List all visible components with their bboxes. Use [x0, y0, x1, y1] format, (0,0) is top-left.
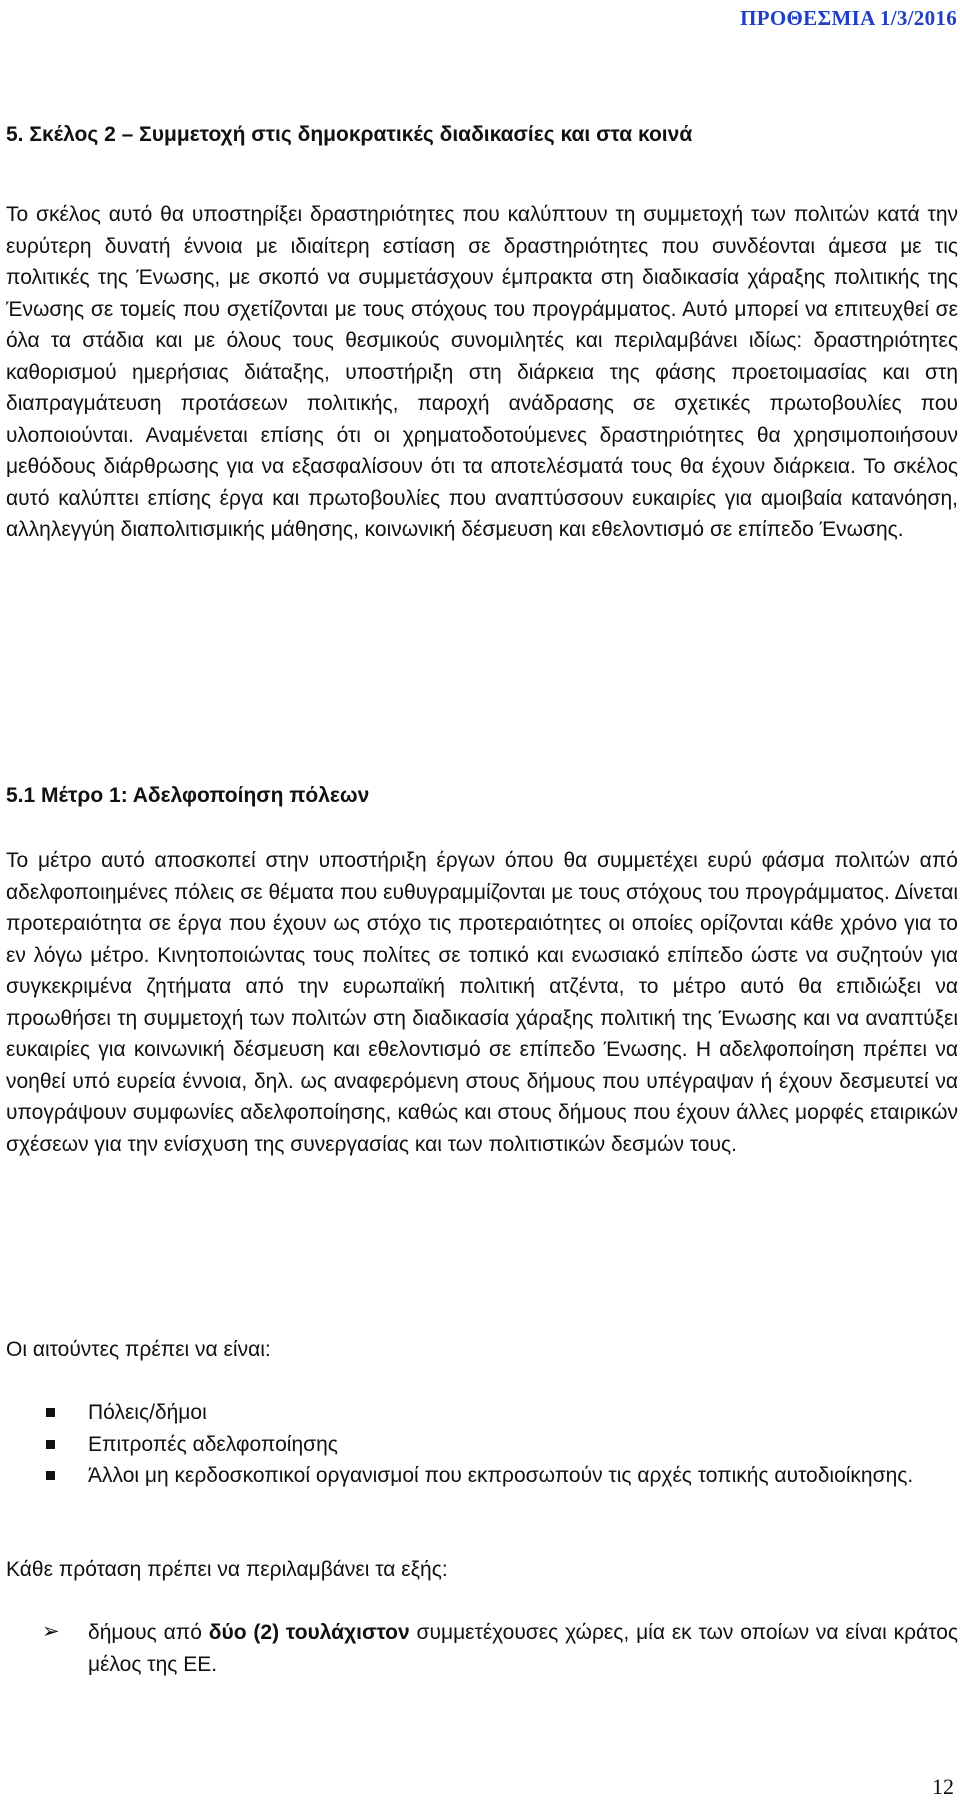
square-bullet-icon	[46, 1440, 55, 1449]
applicants-intro: Οι αιτούντες πρέπει να είναι:	[6, 1338, 271, 1361]
measure-body-paragraph: Το μέτρο αυτό αποσκοπεί στην υποστήριξη έργων όπου θα συμμετέχει ευρύ φάσμα πολιτών από αδελφοποιημένες πόλεις σε θέματα που ευθυγραμμίζονται με τους στόχους του προγράμματος. Δίνεται προτεραιότητα σε έργα που έχουν ως στόχο τις προτεραιότητες οι οποίες ορίζονται κάθε χρόνο για το εν λόγω μέτρο. Κινητοποιώντας τους πολίτες σε τοπικό και ενωσιακό επίπεδο ώστε να συζητούν για συγκεκριμένα ζητήματα από την ευρωπαϊκή πολιτική ατζέντα, το μέτρο αυτό θα επιδιώξει να προωθήσει τη συμμετοχή των πολιτών στη διαδικασία χάραξης πολιτική της Ένωσης και να αναπτύξει ευκαιρίες για κοινωνική δέσμευση και εθελοντισμό σε επίπεδο Ένωσης. Η αδελφοποίηση πρέπει να νοηθεί υπό ευρεία έννοια, δηλ. ως αναφερόμενη στους δήμους που υπέγραψαν ή έχουν δεσμευτεί να υπογράψουν συμφωνίες αδελφοποίησης, καθώς και στους δήμους που έχουν άλλες μορφές εταιρικών σχέσεων για την ενίσχυση της συνεργασίας και των πολιτιστικών δεσμών τους.	[6, 849, 958, 1156]
list-item	[6, 1617, 958, 1680]
requirement-text-after: συμμετέχουσες χώρες, μία εκ των οποίων να είναι κράτος μέλος της ΕΕ.	[88, 1621, 958, 1676]
deadline-header: ΠΡΟΘΕΣΜΙΑ 1/3/2016	[740, 6, 957, 30]
square-bullet-icon	[46, 1408, 55, 1417]
requirement-text-before: δήμους από	[88, 1621, 209, 1644]
measure-title: 5.1 Μέτρο 1: Αδελφοποίηση πόλεων	[6, 784, 370, 807]
section-title: 5. Σκέλος 2 – Συμμετοχή στις δημοκρατικές διαδικασίες και στα κοινά	[6, 123, 693, 146]
proposal-intro: Κάθε πρόταση πρέπει να περιλαμβάνει τα εξής:	[6, 1558, 448, 1581]
list-item	[6, 1429, 958, 1461]
arrow-bullet-icon: ➢	[42, 1619, 60, 1643]
square-bullet-icon	[46, 1471, 55, 1480]
list-item	[6, 1397, 958, 1429]
list-item-text: Άλλοι μη κερδοσκοπικοί οργανισμοί που εκπροσωπούν τις αρχές τοπικής αυτοδιοίκησης.	[88, 1464, 914, 1487]
section-intro-paragraph: Το σκέλος αυτό θα υποστηρίξει δραστηριότητες που καλύπτουν τη συμμετοχή των πολιτών κατά την ευρύτερη δυνατή έννοια με ιδιαίτερη εστίαση σε δραστηριότητες που συνδέονται άμεσα με τις πολιτικές της Ένωσης, με σκοπό να συμμετάσχουν έμπρακτα στη διαδικασία χάραξης πολιτικής της Ένωσης σε τομείς που σχετίζονται με τους στόχους του προγράμματος. Αυτό μπορεί να επιτευχθεί σε όλα τα στάδια και με όλους τους θεσμικούς συνομιλητές και περιλαμβάνει ιδίως: δραστηριότητες καθορισμού ημερήσιας διάταξης, υποστήριξη στη διάρκεια της φάσης προετοιμασίας και στη διαπραγμάτευση προτάσεων πολιτικής, παροχή ανάδρασης σε σχετικές πρωτοβουλίες που υλοποιούνται. Αναμένεται επίσης ότι οι χρηματοδοτούμενες δραστηριότητες θα χρησιμοποιήσουν μεθόδους διάρθρωσης για να εξασφαλίσουν ότι τα αποτελέσματά τους θα έχουν διάρκεια. Το σκέλος αυτό καλύπτει επίσης έργα και πρωτοβουλίες που αναπτύσσουν ευκαιρίες για αμοιβαία κατανόηση, αλληλεγγύη διαπολιτισμικής μάθησης, κοινωνική δέσμευση και εθελοντισμό σε επίπεδο Ένωσης.	[6, 203, 958, 541]
page-number: 12	[932, 1774, 954, 1799]
requirements-list	[6, 1617, 958, 1680]
list-item	[6, 1460, 958, 1492]
list-item-text: Πόλεις/δήμοι	[88, 1401, 207, 1424]
list-item-text: Επιτροπές αδελφοποίησης	[88, 1432, 338, 1456]
requirement-text-bold: δύο (2) τουλάχιστον	[208, 1621, 410, 1644]
requirement-text	[88, 1621, 958, 1676]
applicants-list	[6, 1397, 958, 1492]
